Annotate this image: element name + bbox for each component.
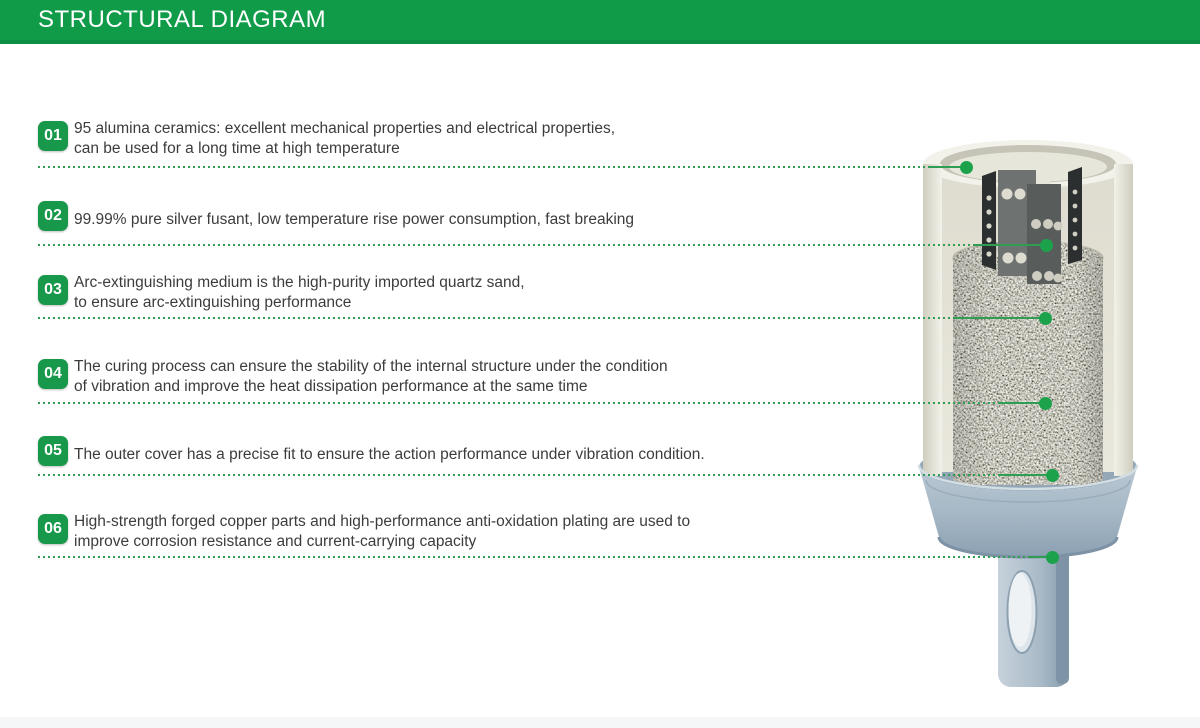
fuse-cutaway-illustration bbox=[890, 130, 1170, 710]
leader-line-2-dot bbox=[1040, 239, 1053, 252]
callout-05-number-badge: 05 bbox=[38, 436, 68, 466]
leader-line-4-dot bbox=[1039, 397, 1052, 410]
callout-06-line2: improve corrosion resistance and current-carrying capacity bbox=[74, 532, 477, 550]
leader-line-4-dotted bbox=[38, 402, 1000, 404]
leader-line-6-dot bbox=[1046, 551, 1059, 564]
callout-04-line2: of vibration and improve the heat dissipation performance at the same time bbox=[74, 377, 588, 395]
leader-line-3-dot bbox=[1039, 312, 1052, 325]
leader-line-6-dotted bbox=[38, 556, 1030, 558]
callout-06-text bbox=[74, 512, 834, 551]
callout-02-number-badge: 02 bbox=[38, 201, 68, 231]
leader-line-3 bbox=[0, 317, 1200, 319]
callout-04-number-badge: 04 bbox=[38, 359, 68, 389]
callout-03-line1: Arc-extinguishing medium is the high-purity imported quartz sand, bbox=[74, 274, 525, 291]
callout-03-line2: to ensure arc-extinguishing performance bbox=[74, 293, 352, 311]
callout-01-text bbox=[74, 119, 834, 158]
callout-01-line2: can be used for a long time at high temperature bbox=[74, 139, 400, 157]
callout-02-line1: 99.99% pure silver fusant, low temperature rise power consumption, fast breaking bbox=[74, 211, 635, 228]
leader-line-3-solid bbox=[955, 317, 1046, 319]
callout-06-line1: High-strength forged copper parts and high-performance anti-oxidation plating are used to bbox=[74, 513, 691, 530]
leader-line-2 bbox=[0, 244, 1200, 246]
leader-line-6 bbox=[0, 556, 1200, 558]
leader-line-4 bbox=[0, 402, 1200, 404]
callout-05-text bbox=[74, 445, 834, 465]
leader-line-5 bbox=[0, 474, 1200, 476]
callout-06-number-badge: 06 bbox=[38, 514, 68, 544]
callout-04-line1: The curing process can ensure the stability of the internal structure under the condition bbox=[74, 358, 668, 375]
leader-line-1 bbox=[0, 166, 1200, 168]
leader-line-2-dotted bbox=[38, 244, 975, 246]
callout-04-text bbox=[74, 357, 834, 396]
callout-02-text bbox=[74, 210, 834, 230]
callout-01-line1: 95 alumina ceramics: excellent mechanical properties and electrical properties, bbox=[74, 120, 616, 137]
callout-03-text bbox=[74, 273, 834, 312]
leader-line-5-dot bbox=[1046, 469, 1059, 482]
callout-03-number-badge: 03 bbox=[38, 275, 68, 305]
header-bar bbox=[0, 0, 1200, 44]
leader-line-1-dot bbox=[960, 161, 973, 174]
callout-01-number-badge: 01 bbox=[38, 121, 68, 151]
footer-strip bbox=[0, 717, 1200, 728]
leader-line-5-dotted bbox=[38, 474, 1000, 476]
leader-line-3-dotted bbox=[38, 317, 955, 319]
leader-line-1-dotted bbox=[38, 166, 930, 168]
page-title: STRUCTURAL DIAGRAM bbox=[38, 6, 327, 33]
callout-05-line1: The outer cover has a precise fit to ensure the action performance under vibration condition. bbox=[74, 446, 705, 463]
leader-line-2-solid bbox=[975, 244, 1047, 246]
